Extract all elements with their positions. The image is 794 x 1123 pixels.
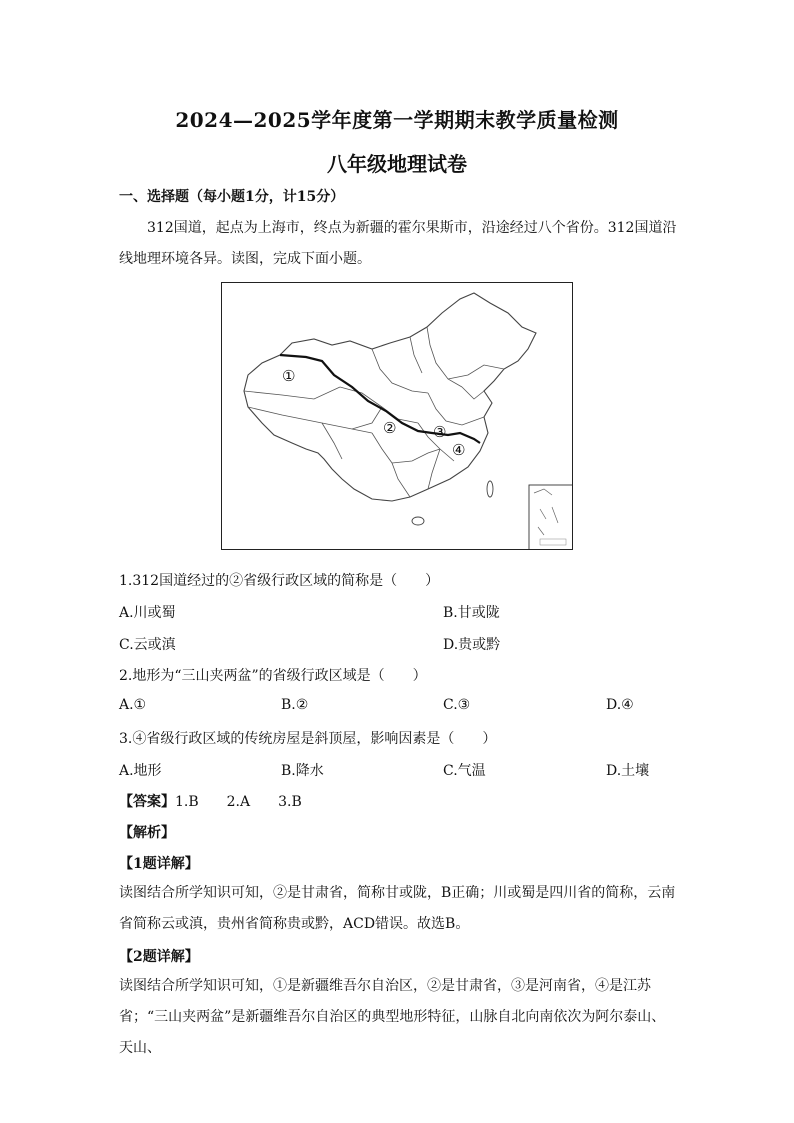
south-sea-inset [529, 485, 573, 550]
q1-option-d: D.贵或黔 [443, 637, 501, 653]
q1-analysis-label: 【1题详解】 [119, 856, 199, 872]
map-label-1: ① [282, 367, 296, 385]
q2-analysis-text: 读图结合所学知识可知，①是新疆维吾尔自治区，②是甘肃省，③是河南省，④是江苏省；“三山夹两盆”是新疆维吾尔自治区的典型地形特征，山脉自北向南依次为阿尔泰山、天山、 [119, 978, 666, 1056]
q1-analysis-text: 读图结合所学知识可知，②是甘肃省，简称甘或陇，B正确；川或蜀是四川省的简称，云南省简称云或滇，贵州省简称贵或黔，ACD错误。故选B。 [119, 885, 676, 932]
q1-option-c: C.云或滇 [119, 637, 176, 653]
q2-option-b: B.② [281, 697, 309, 713]
map-label-4: ④ [452, 441, 466, 459]
q2-option-d: D.④ [606, 697, 634, 713]
analysis-label: 【解析】 [119, 825, 175, 841]
answer-line [119, 791, 302, 811]
exam-title: 2024—2025学年度第一学期期末教学质量检测 [175, 108, 619, 132]
q3-option-a: A.地形 [119, 763, 162, 779]
q3-option-c: C.气温 [443, 763, 486, 779]
map-label-2: ② [383, 419, 397, 437]
answer-label: 【答案】 [119, 794, 175, 810]
section-heading: 一、选择题（每小题1分，计15分） [119, 189, 345, 205]
question-1-stem: 1.312国道经过的②省级行政区域的简称是（ ） [119, 573, 440, 589]
q1-option-a: A.川或蜀 [119, 605, 176, 621]
exam-subtitle: 八年级地理试卷 [327, 152, 467, 176]
map-label-3: ③ [433, 423, 447, 441]
q3-option-d: D.土壤 [606, 763, 650, 779]
answer-values: 1.B 2.A 3.B [175, 794, 302, 810]
question-3-stem: 3.④省级行政区域的传统房屋是斜顶屋，影响因素是（ ） [119, 731, 497, 747]
question-intro: 312国道，起点为上海市，终点为新疆的霍尔果斯市，沿途经过八个省份。312国道沿线地理环境各异。读图，完成下面小题。 [119, 220, 677, 267]
china-map-figure [221, 282, 573, 550]
q2-option-c: C.③ [443, 697, 471, 713]
q2-option-a: A.① [119, 697, 147, 713]
q1-option-b: B.甘或陇 [443, 605, 500, 621]
question-2-stem: 2.地形为“三山夹两盆”的省级行政区域是（ ） [119, 668, 427, 684]
q2-analysis-label: 【2题详解】 [119, 949, 199, 965]
q3-option-b: B.降水 [281, 763, 324, 779]
china-outline-map [222, 283, 573, 550]
